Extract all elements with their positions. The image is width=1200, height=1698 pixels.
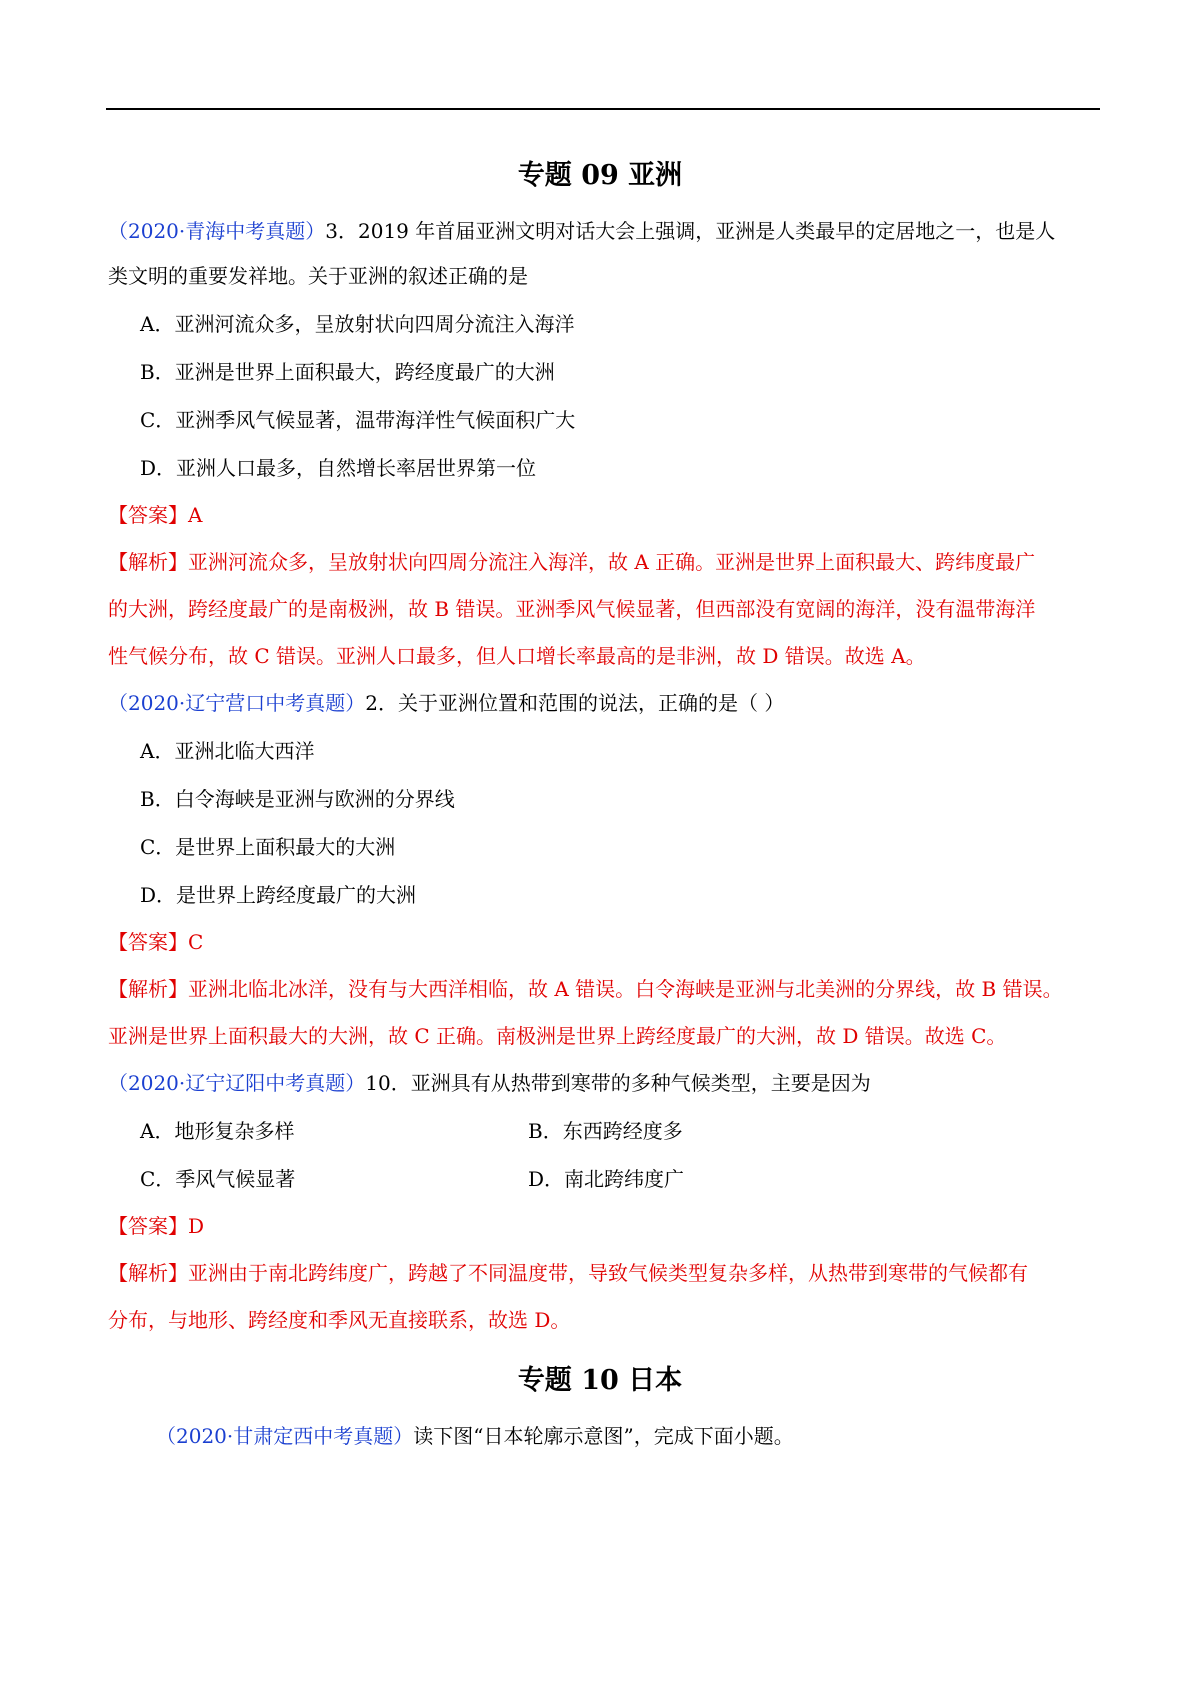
question-4-line-1 — [156, 1421, 794, 1451]
question-1-stem-line-2: 类文明的重要发祥地。关于亚洲的叙述正确的是 — [108, 264, 528, 288]
question-1-option-a: A．亚洲河流众多，呈放射状向四周分流注入海洋 — [140, 312, 575, 336]
question-3-option-a: A．地形复杂多样 — [140, 1119, 295, 1143]
question-3-option-b: B．东西跨经度多 — [528, 1119, 683, 1143]
header-rule — [106, 108, 1100, 110]
section-title-japan: 专题 10 日本 — [517, 1365, 683, 1396]
question-3-stem: 10．亚洲具有从热带到寒带的多种气候类型，主要是因为 — [365, 1071, 871, 1095]
question-3-option-d: D．南北跨纬度广 — [528, 1167, 685, 1191]
question-3-option-c: C．季风气候显著 — [140, 1167, 296, 1191]
question-3-analysis-line-1: 【解析】亚洲由于南北跨纬度广，跨越了不同温度带，导致气候类型复杂多样，从热带到寒带的气候都有 — [108, 1261, 1028, 1285]
question-1-analysis-line-1: 【解析】亚洲河流众多，呈放射状向四周分流注入海洋，故 A 正确。亚洲是世界上面积最大、跨纬度最广 — [108, 550, 1036, 574]
section-title-asia: 专题 09 亚洲 — [517, 160, 683, 191]
question-1-option-b: B．亚洲是世界上面积最大，跨经度最广的大洲 — [140, 360, 555, 384]
question-1-answer: 【答案】A — [108, 503, 203, 527]
question-1-option-d: D．亚洲人口最多，自然增长率居世界第一位 — [140, 456, 537, 480]
question-1-stem: 3．2019 年首届亚洲文明对话大会上强调，亚洲是人类最早的定居地之一，也是人 — [325, 219, 1056, 243]
question-2-line-1 — [108, 688, 784, 718]
question-2-source: （2020·辽宁营口中考真题） — [108, 691, 366, 715]
question-1-analysis-line-2: 的大洲，跨经度最广的是南极洲，故 B 错误。亚洲季风气候显著，但西部没有宽阔的海洋，没有温带海洋 — [108, 597, 1036, 621]
question-2-answer: 【答案】C — [108, 930, 204, 954]
question-3-analysis-line-2: 分布，与地形、跨经度和季风无直接联系，故选 D。 — [108, 1308, 571, 1332]
question-1-source: （2020·青海中考真题） — [108, 219, 326, 243]
question-1-analysis-line-3: 性气候分布，故 C 错误。亚洲人口最多，但人口增长率最高的是非洲，故 D 错误。故选 A。 — [108, 644, 926, 668]
question-2-option-d: D．是世界上跨经度最广的大洲 — [140, 883, 417, 907]
question-1-option-c: C．亚洲季风气候显著，温带海洋性气候面积广大 — [140, 408, 576, 432]
question-4-source: （2020·甘肃定西中考真题） — [156, 1424, 414, 1448]
question-2-stem: 2．关于亚洲位置和范围的说法，正确的是（ ） — [365, 691, 785, 715]
question-3-answer: 【答案】D — [108, 1214, 205, 1238]
question-1-line-1 — [108, 216, 1055, 246]
question-2-option-a: A．亚洲北临大西洋 — [140, 739, 315, 763]
question-2-analysis-line-2: 亚洲是世界上面积最大的大洲，故 C 正确。南极洲是世界上跨经度最广的大洲，故 D 错误。故选 C。 — [108, 1024, 1007, 1048]
question-3-source: （2020·辽宁辽阳中考真题） — [108, 1071, 366, 1095]
question-3-line-1 — [108, 1068, 871, 1098]
question-4-stem: 读下图“日本轮廓示意图”，完成下面小题。 — [413, 1424, 794, 1448]
question-2-option-b: B．白令海峡是亚洲与欧洲的分界线 — [140, 787, 455, 811]
question-2-analysis-line-1: 【解析】亚洲北临北冰洋，没有与大西洋相临，故 A 错误。白令海峡是亚洲与北美洲的分界线，故 B 错误。 — [108, 977, 1063, 1001]
question-2-option-c: C．是世界上面积最大的大洲 — [140, 835, 396, 859]
